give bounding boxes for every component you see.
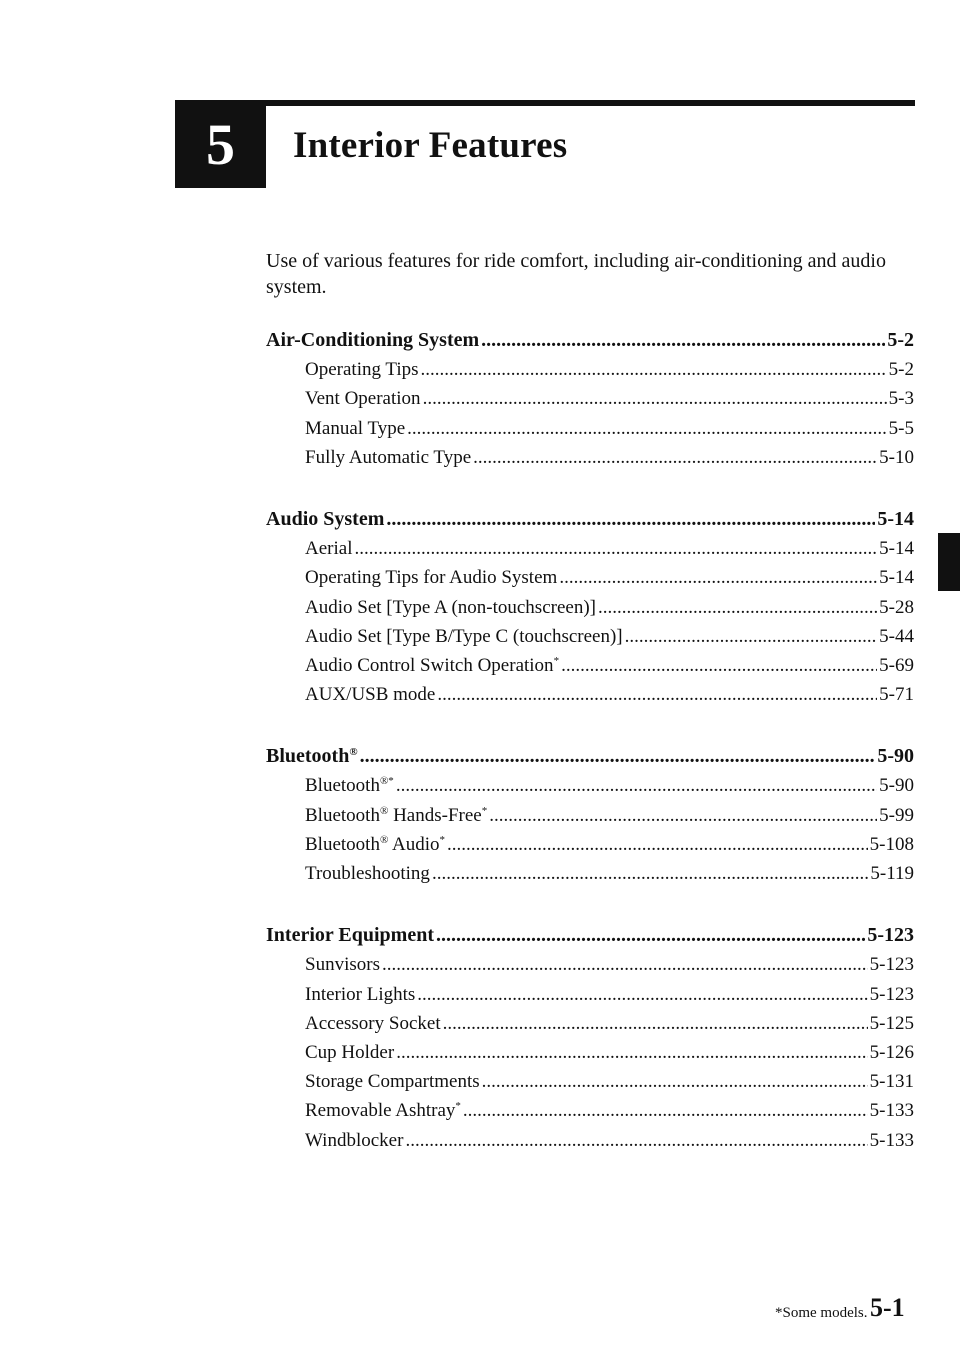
toc-item-label — [305, 414, 405, 443]
superscript-mark: * — [481, 804, 488, 817]
dot-leader — [625, 622, 878, 651]
toc-page-ref: 5-14 — [879, 538, 914, 560]
chapter-title: Interior Features — [293, 125, 568, 166]
dot-leader — [360, 742, 876, 771]
toc-page-ref: 5-10 — [879, 446, 914, 468]
toc-item[interactable] — [266, 651, 914, 680]
toc-page-ref: 5-90 — [877, 745, 914, 768]
toc-section-heading[interactable] — [266, 326, 914, 355]
toc-page-ref: 5-131 — [869, 1071, 914, 1093]
page-number: 5-1 — [870, 1293, 905, 1322]
toc-heading-label — [266, 326, 479, 355]
toc-item-text: Cup Holder — [305, 1041, 395, 1063]
toc-page-ref: 5-133 — [869, 1100, 914, 1122]
toc-page-ref: 5-125 — [869, 1012, 914, 1034]
toc-page-ref: 5-2 — [888, 359, 914, 381]
dot-leader — [489, 801, 877, 830]
toc-item-text: Vent Operation — [305, 388, 421, 410]
toc-heading-label — [266, 742, 358, 771]
toc-page-ref: 5-90 — [879, 775, 914, 797]
toc-item-text: Fully Automatic Type — [305, 446, 472, 468]
toc-section-heading[interactable] — [266, 921, 914, 950]
dot-leader — [382, 950, 868, 979]
toc-item-text: AUX/USB mode — [305, 684, 436, 706]
superscript-mark: * — [553, 654, 560, 667]
toc-item[interactable] — [266, 680, 914, 709]
toc-page-ref: 5-71 — [879, 684, 914, 706]
toc-item-label — [305, 622, 623, 651]
chapter-intro: Use of various features for ride comfort, including air-conditioning and audio system. — [266, 250, 886, 298]
toc-heading-label — [266, 505, 384, 534]
toc-item-text: Manual Type — [305, 417, 406, 439]
toc-page-ref: 5-14 — [877, 507, 914, 530]
toc-item[interactable] — [266, 384, 914, 413]
toc-heading-text: Interior Equipment — [266, 924, 434, 947]
toc-item-label — [305, 534, 352, 563]
toc-item-text: Audio Control Switch Operation — [305, 654, 554, 676]
toc-item-label — [305, 355, 419, 384]
toc-section — [266, 742, 914, 888]
toc-item-label — [305, 801, 487, 830]
chapter-side-tab — [938, 533, 960, 591]
toc-page-ref: 5-119 — [870, 863, 914, 884]
superscript-mark: * — [439, 833, 446, 846]
toc-item-text: Interior Lights — [305, 983, 416, 1005]
toc-page-ref: 5-44 — [879, 625, 914, 647]
toc-item[interactable] — [266, 1009, 914, 1038]
toc-item-suffix: Audio — [388, 833, 440, 855]
toc-item-label — [305, 593, 596, 622]
toc-item[interactable] — [266, 1038, 914, 1067]
dot-leader — [447, 830, 868, 859]
toc-section-heading[interactable] — [266, 505, 914, 534]
table-of-contents — [266, 326, 914, 1188]
toc-item-text: Bluetooth — [305, 775, 380, 797]
toc-page-ref: 5-3 — [888, 388, 914, 410]
dot-leader — [561, 651, 877, 680]
toc-item-text: Bluetooth — [305, 804, 380, 826]
toc-heading-text: Audio System — [266, 507, 385, 530]
toc-page-ref: 5-2 — [887, 329, 914, 351]
toc-item[interactable] — [266, 563, 914, 592]
toc-item[interactable] — [266, 355, 914, 384]
toc-item-label — [305, 1126, 403, 1155]
dot-leader — [386, 505, 875, 534]
toc-item-label — [305, 980, 415, 1009]
toc-page-ref: 5-133 — [869, 1129, 914, 1151]
dot-leader — [436, 921, 865, 950]
dot-leader — [417, 980, 867, 1009]
toc-item-text: Audio Set [Type A (non-touchscreen)] — [305, 596, 596, 618]
toc-item-text: Removable Ashtray — [305, 1100, 456, 1122]
superscript-mark: * — [455, 1100, 461, 1113]
toc-page-ref: 5-14 — [879, 567, 914, 589]
toc-item-suffix: Hands-Free — [388, 804, 482, 826]
toc-item[interactable] — [266, 1126, 914, 1155]
header-rule — [175, 100, 915, 106]
dot-leader — [405, 1126, 867, 1155]
toc-item-text: Troubleshooting — [305, 863, 430, 884]
dot-leader — [432, 859, 868, 888]
toc-item[interactable] — [266, 950, 914, 979]
toc-page-ref: 5-126 — [869, 1041, 914, 1063]
toc-item-label — [305, 950, 380, 979]
toc-item-label — [305, 1067, 480, 1096]
toc-item-text: Aerial — [305, 538, 353, 560]
toc-item-label — [305, 771, 394, 800]
dot-leader — [463, 1096, 868, 1125]
toc-item-label — [305, 830, 445, 859]
toc-heading-label — [266, 921, 434, 950]
dot-leader — [421, 355, 887, 384]
toc-section — [266, 921, 914, 1155]
toc-item-text: Storage Compartments — [305, 1071, 480, 1093]
dot-leader — [473, 443, 877, 472]
toc-item[interactable] — [266, 414, 914, 443]
toc-item[interactable] — [266, 801, 914, 830]
superscript-mark: ® — [349, 746, 358, 759]
toc-heading-text: Air-Conditioning System — [266, 329, 480, 351]
toc-item-text: Bluetooth — [305, 833, 380, 855]
dot-leader — [437, 680, 877, 709]
dot-leader — [396, 1038, 867, 1067]
dot-leader — [396, 771, 877, 800]
toc-item-text: Operating Tips — [305, 359, 419, 381]
toc-item-label — [305, 1009, 441, 1038]
toc-item[interactable] — [266, 443, 914, 472]
toc-page-ref: 5-28 — [879, 596, 914, 618]
toc-item-text: Audio Set [Type B/Type C (touchscreen)] — [305, 625, 623, 647]
toc-item-text: Sunvisors — [305, 954, 380, 976]
toc-page-ref: 5-99 — [879, 804, 914, 826]
toc-item-label — [305, 1038, 394, 1067]
dot-leader — [443, 1009, 868, 1038]
superscript-mark: ®* — [379, 775, 394, 788]
footnote: *Some models. — [775, 1305, 868, 1321]
toc-item[interactable] — [266, 830, 914, 859]
dot-leader — [407, 414, 887, 443]
toc-section — [266, 326, 914, 472]
toc-item[interactable] — [266, 1096, 914, 1125]
toc-item[interactable] — [266, 859, 914, 888]
dot-leader — [481, 326, 885, 355]
toc-page-ref: 5-123 — [869, 983, 914, 1005]
toc-item[interactable] — [266, 980, 914, 1009]
toc-item-label — [305, 680, 435, 709]
toc-item[interactable] — [266, 622, 914, 651]
dot-leader — [559, 563, 877, 592]
toc-item[interactable] — [266, 534, 914, 563]
toc-page-ref: 5-5 — [888, 417, 914, 439]
toc-page-ref: 5-108 — [869, 833, 914, 855]
toc-item-label — [305, 563, 557, 592]
toc-item[interactable] — [266, 1067, 914, 1096]
dot-leader — [423, 384, 887, 413]
dot-leader — [354, 534, 877, 563]
toc-item-label — [305, 443, 471, 472]
toc-item-text: Accessory Socket — [305, 1012, 441, 1034]
toc-section-heading[interactable] — [266, 742, 914, 771]
toc-item-label — [305, 1096, 461, 1125]
chapter-number-box — [175, 100, 266, 188]
toc-page-ref: 5-123 — [867, 924, 914, 947]
toc-item-text: Windblocker — [305, 1129, 404, 1151]
toc-item[interactable] — [266, 771, 914, 800]
superscript-mark: ® — [379, 804, 389, 817]
toc-page-ref: 5-123 — [869, 954, 914, 976]
dot-leader — [598, 593, 877, 622]
toc-section — [266, 505, 914, 709]
toc-item-text: Operating Tips for Audio System — [305, 567, 558, 589]
toc-item[interactable] — [266, 593, 914, 622]
superscript-mark: ® — [379, 833, 389, 846]
chapter-number: 5 — [206, 111, 235, 177]
toc-heading-text: Bluetooth — [266, 745, 350, 768]
dot-leader — [482, 1067, 868, 1096]
toc-page-ref: 5-69 — [879, 654, 914, 676]
toc-item-label — [305, 651, 559, 680]
toc-item-label — [305, 859, 430, 888]
toc-item-label — [305, 384, 421, 413]
